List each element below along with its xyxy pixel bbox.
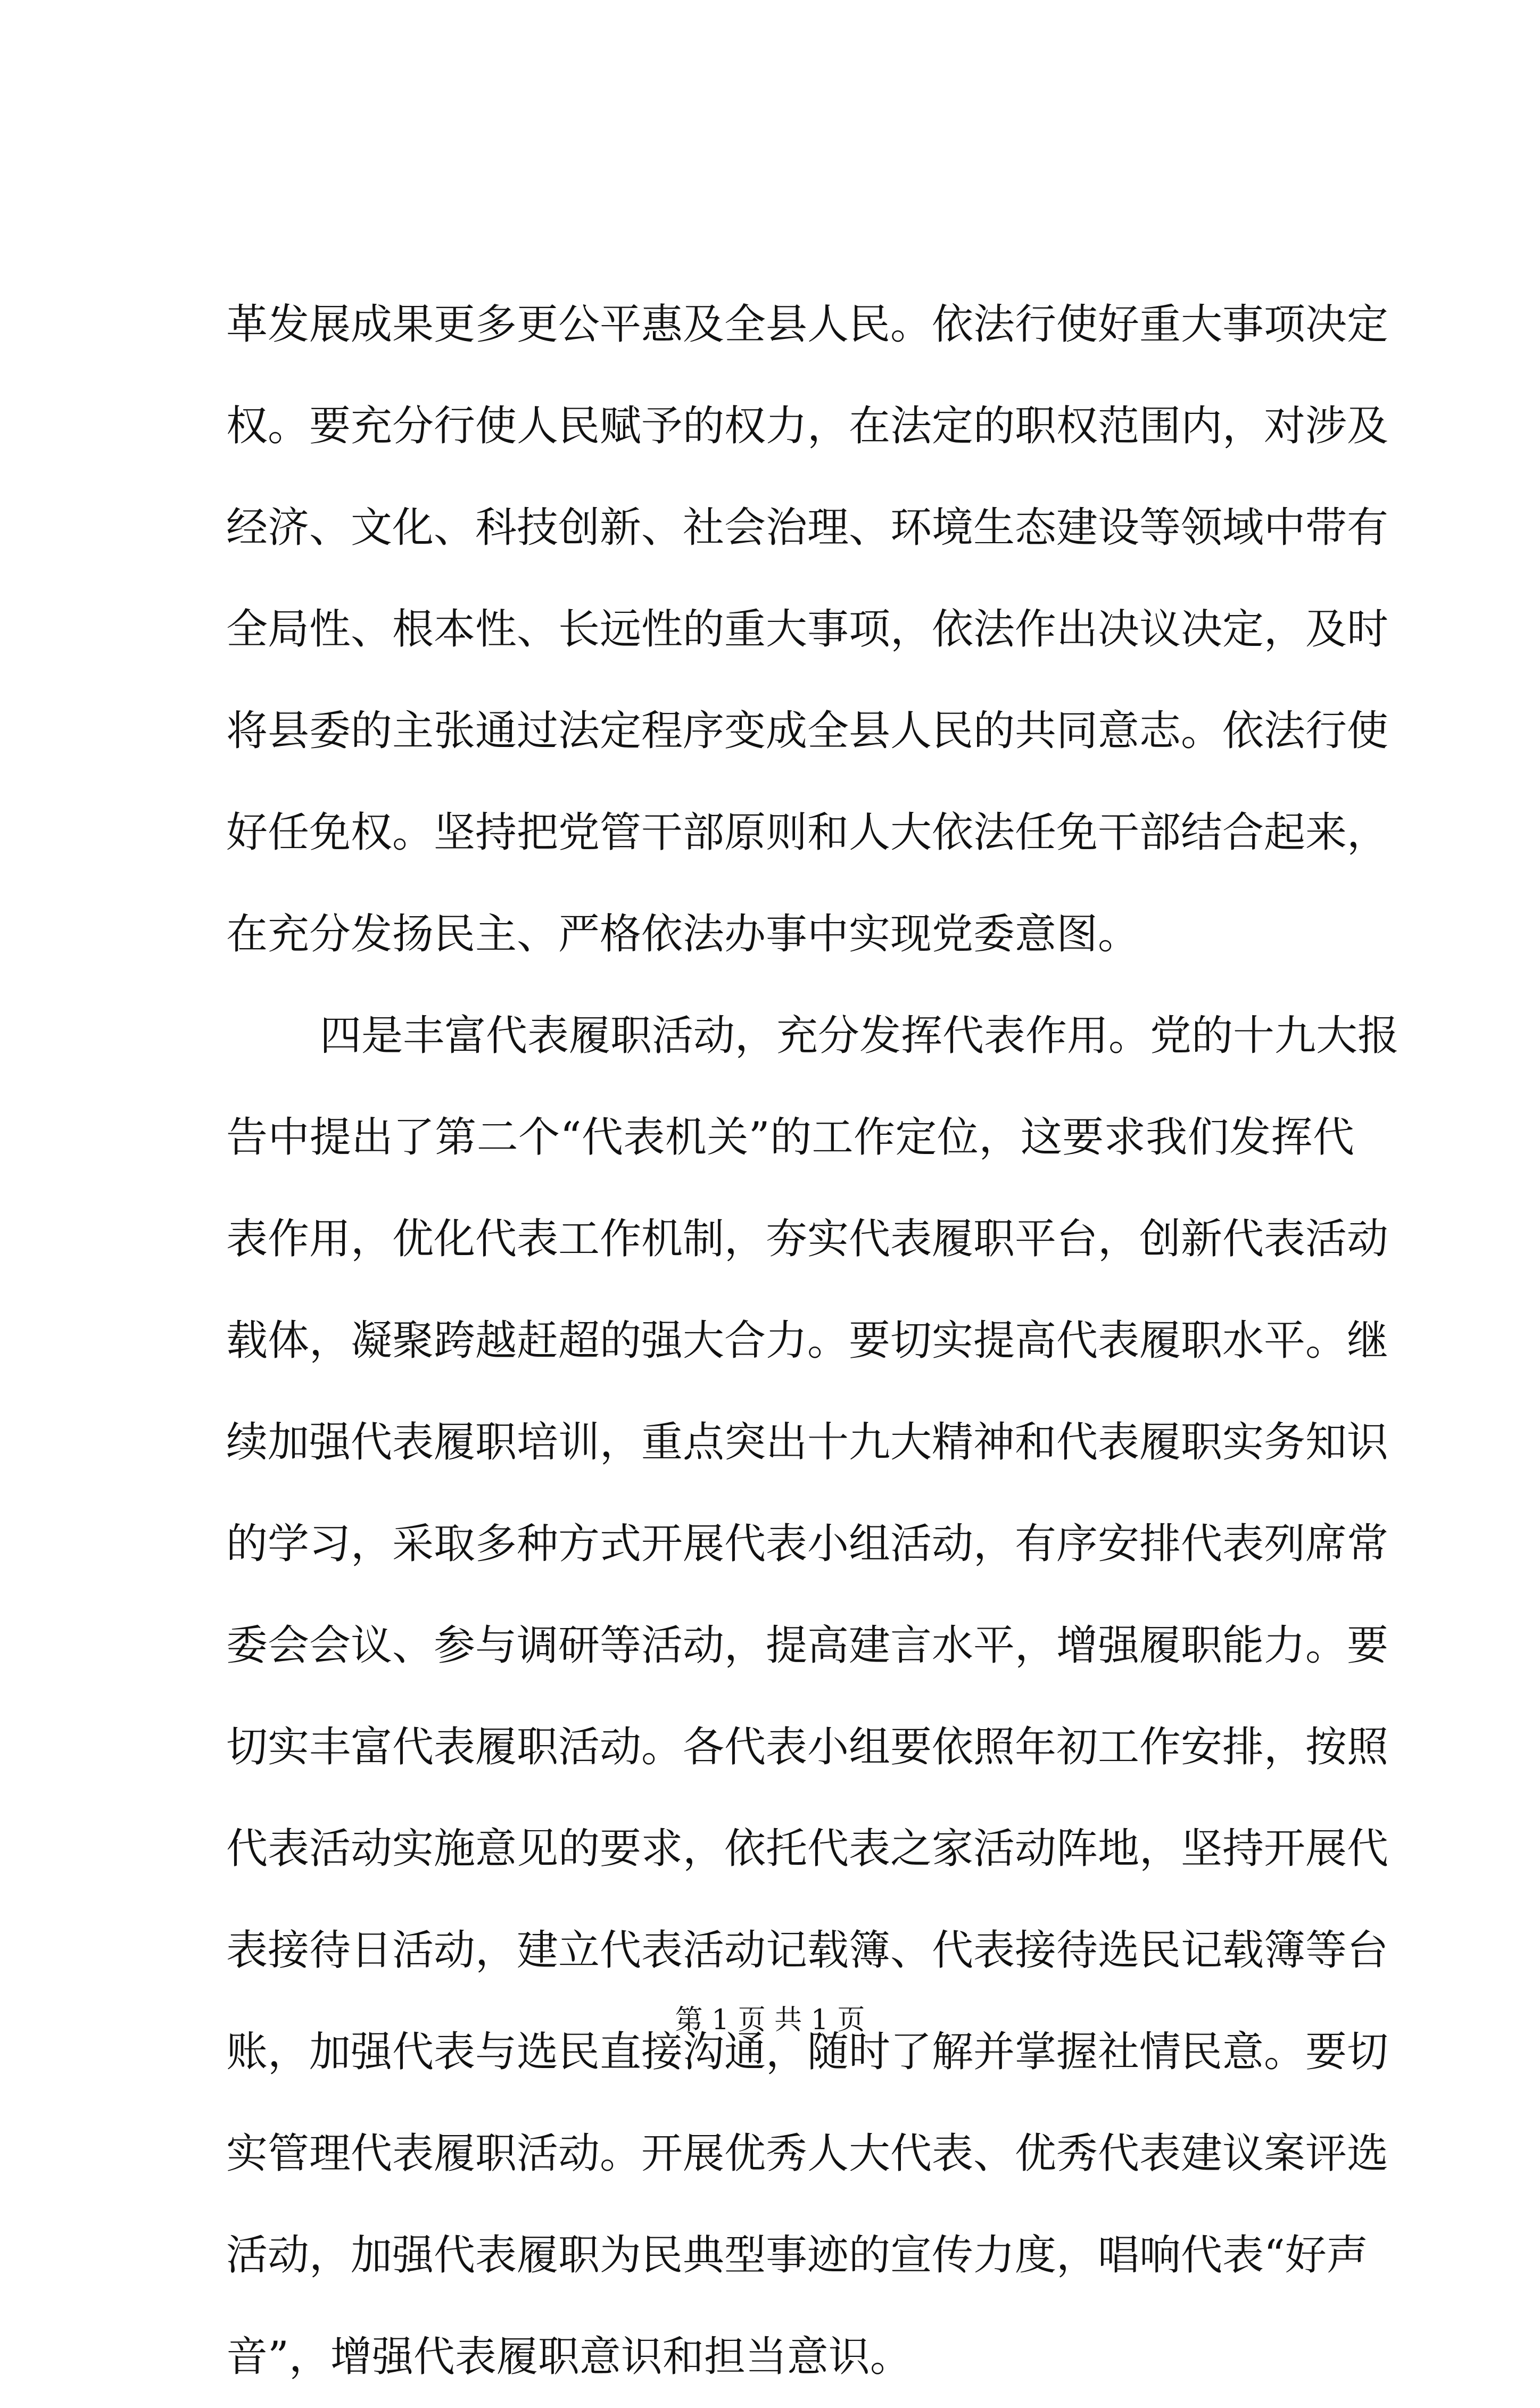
text-line: 告中提出了第二个“代表机关”的工作定位，这要求我们发挥代 bbox=[226, 1114, 1354, 1161]
page-footer: 第 1 页 共 1 页 bbox=[675, 2004, 865, 2036]
text-line: 委会会议、参与调研等活动，提高建言水平，增强履职能力。要 bbox=[226, 1622, 1389, 1670]
paragraph-end-line: 音”，增强代表履职意识和担当意识。 bbox=[226, 2333, 912, 2381]
paragraph-first-line: 四是丰富代表履职活动，充分发挥代表作用。党的十九大报 bbox=[320, 1012, 1400, 1060]
text-line: 表作用，优化代表工作机制，夯实代表履职平台，创新代表活动 bbox=[226, 1215, 1389, 1263]
text-line: 全局性、根本性、长远性的重大事项，依法作出决议决定，及时 bbox=[226, 605, 1389, 653]
body-text bbox=[226, 274, 1400, 2408]
text-line: 将县委的主张通过法定程序变成全县人民的共同意志。依法行使 bbox=[226, 707, 1389, 755]
text-line: 权。要充分行使人民赋予的权力，在法定的职权范围内，对涉及 bbox=[226, 402, 1389, 450]
text-line: 好任免权。坚持把党管干部原则和人大依法任免干部结合起来， bbox=[226, 809, 1389, 857]
text-line: 表接待日活动，建立代表活动记载簿、代表接待选民记载簿等台 bbox=[226, 1927, 1389, 1974]
text-line: 续加强代表履职培训，重点突出十九大精神和代表履职实务知识 bbox=[226, 1418, 1389, 1466]
text-line: 活动，加强代表履职为民典型事迹的宣传力度，唱响代表“好声 bbox=[226, 2231, 1368, 2279]
text-line: 革发展成果更多更公平惠及全县人民。依法行使好重大事项决定 bbox=[226, 301, 1389, 348]
text-line: 切实丰富代表履职活动。各代表小组要依照年初工作安排，按照 bbox=[226, 1723, 1389, 1771]
paragraph-end-line: 在充分发扬民主、严格依法办事中实现党委意图。 bbox=[226, 910, 1140, 958]
text-line: 代表活动实施意见的要求，依托代表之家活动阵地，坚持开展代 bbox=[226, 1825, 1389, 1873]
text-line: 经济、文化、科技创新、社会治理、环境生态建设等领域中带有 bbox=[226, 504, 1389, 552]
text-line: 载体，凝聚跨越赶超的强大合力。要切实提高代表履职水平。继 bbox=[226, 1317, 1389, 1365]
text-line: 账，加强代表与选民直接沟通，随时了解并掌握社情民意。要切 bbox=[226, 2028, 1389, 2076]
text-line: 实管理代表履职活动。开展优秀人大代表、优秀代表建议案评选 bbox=[226, 2130, 1389, 2178]
text-line: 的学习，采取多种方式开展代表小组活动，有序安排代表列席常 bbox=[226, 1520, 1389, 1568]
